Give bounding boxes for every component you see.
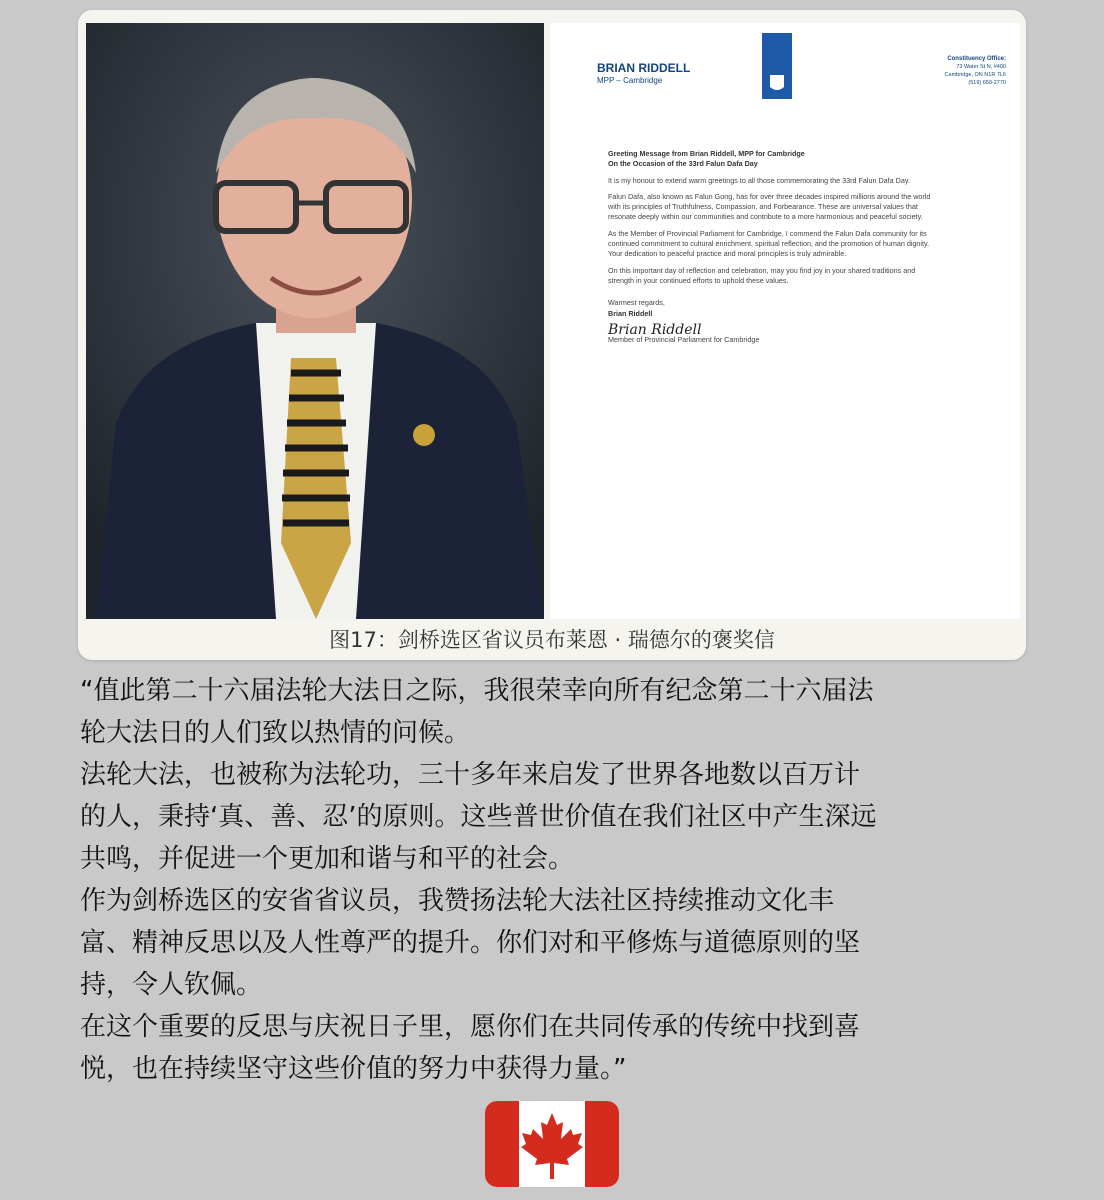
constituency-office (916, 55, 1006, 87)
letter-heading: Greeting Message from Brian Riddell, MPP for Cambridge (608, 149, 805, 158)
quote-line: 作为剑桥选区的安省省议员，我赞扬法轮大法社区持续推动文化丰 (80, 886, 835, 916)
letter-closing-name: Brian Riddell (608, 308, 653, 318)
quote-line: 在这个重要的反思与庆祝日子里，愿你们在共同传承的传统中找到喜 (80, 1012, 861, 1042)
letter-subheading: On the Occasion of the 33rd Falun Dafa Day (608, 159, 758, 169)
letter-paragraph: Falun Dafa, also known as Falun Gong, has for over three decades inspired millions around the world with its principles of Truthfulness, Compassion, and Forbearance. These are universal values that resonate deeply within our communities and contribute to a more harmonious and peaceful society. (608, 191, 931, 222)
quote-line: 悦，也在持续坚守这些价值的努力中获得力量。” (80, 1054, 627, 1084)
letter-image (550, 23, 1020, 619)
ontario-crest-icon (762, 33, 792, 99)
canada-flag-icon (485, 1101, 619, 1187)
quote-line: 持，令人钦佩。 (80, 970, 263, 1000)
quote-line: 共鸣，并促进一个更加和谐与和平的社会。 (80, 844, 575, 874)
quote-line: 的人，秉持‘真、善、忍’的原则。这些普世价值在我们社区中产生深远 (80, 802, 877, 832)
quote-line: “值此第二十六届法轮大法日之际，我很荣幸向所有纪念第二十六届法 (80, 676, 874, 706)
quote-line: 轮大法日的人们致以热情的问候。 (80, 718, 471, 748)
quote-line: 富、精神反思以及人性尊严的提升。你们对和平修炼与道德原则的坚 (80, 928, 861, 958)
letterhead-name: BRIAN RIDDELL (597, 61, 691, 75)
portrait-illustration (86, 23, 544, 619)
office-label: Constituency Office: (947, 56, 1006, 62)
letter-paragraph: It is my honour to extend warm greetings to all those commemorating the 33rd Falun Dafa Day. (608, 175, 910, 185)
letter-body (608, 149, 938, 345)
office-line: 73 Water St N, #400 (956, 64, 1006, 70)
signature-title: Member of Provincial Parliament for Cambridge (608, 335, 760, 345)
signature: Brian Riddell (608, 321, 702, 338)
portrait-photo (86, 23, 544, 619)
office-line: Cambridge, ON N1R 7L6 (944, 72, 1006, 78)
quote-line: 法轮大法，也被称为法轮功，三十多年来启发了世界各地数以百万计 (80, 760, 861, 790)
letter-paragraph: On this important day of reflection and celebration, may you find joy in your shared traditions and strength in your continued efforts to uphold these values. (608, 265, 916, 285)
office-line: (519) 650-2770 (968, 80, 1006, 86)
quote-text (80, 670, 1024, 1090)
figure-card (78, 10, 1026, 660)
letter-paragraph: As the Member of Provincial Parliament for Cambridge, I commend the Falun Dafa community for its continued commitment to cultural enrichment, spiritual reflection, and the promotion of human dignity. Your dedication to peaceful practice and moral principles is truly admirable. (608, 228, 930, 259)
figure-caption: 图17：剑桥选区省议员布莱恩 · 瑞德尔的褒奖信 (329, 628, 775, 652)
letter-closing: Warmest regards, (608, 298, 665, 308)
letterhead-role: MPP – Cambridge (597, 76, 663, 85)
